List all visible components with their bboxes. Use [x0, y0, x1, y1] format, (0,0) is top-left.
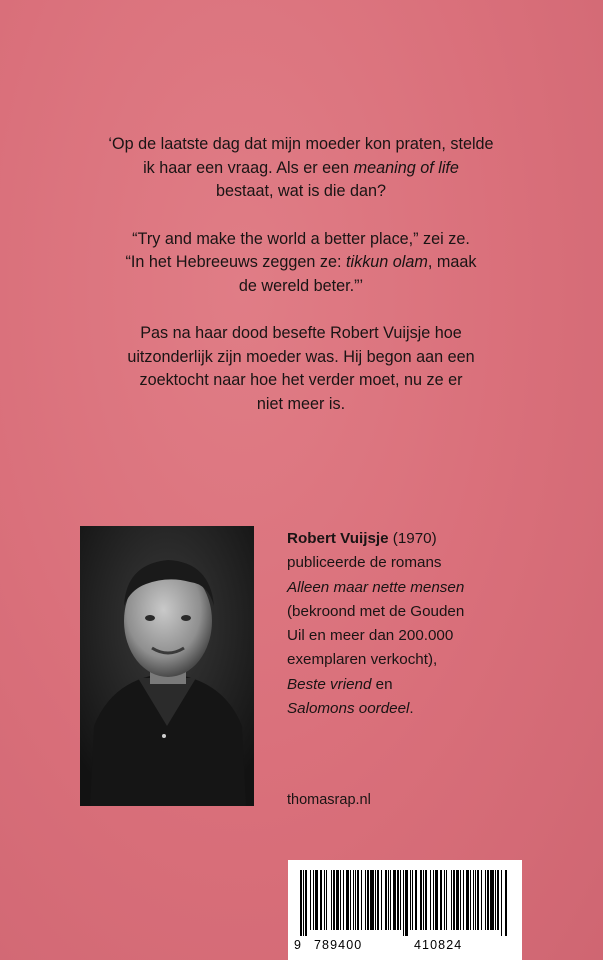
barcode-bar	[435, 870, 438, 930]
barcode-bar	[305, 870, 307, 936]
barcode-bar	[370, 870, 374, 930]
blurb-line: de wereld beter.”’	[238, 276, 364, 295]
author-photo	[80, 526, 254, 806]
barcode-bar	[490, 870, 494, 930]
barcode-bar	[350, 870, 351, 930]
barcode-bar	[300, 870, 302, 936]
blurb-line	[80, 251, 522, 275]
barcode-bar	[456, 870, 459, 930]
blurb-italic: meaning of life	[353, 158, 459, 177]
barcode-bar	[303, 870, 304, 936]
barcode-bar	[481, 870, 482, 930]
barcode-bar	[497, 870, 499, 930]
barcode-bar	[365, 870, 366, 930]
barcode-bar	[430, 870, 431, 930]
barcode-bar	[423, 870, 424, 930]
barcode-bar	[381, 870, 382, 930]
barcode-bar	[475, 870, 476, 930]
book-title: Beste vriend	[287, 675, 372, 693]
barcode-bar	[346, 870, 349, 930]
bio-text: .	[409, 700, 414, 718]
barcode-bar	[390, 870, 391, 930]
bio-line: (bekroond met de Gouden	[287, 602, 465, 620]
barcode-group-1: 789400	[314, 938, 363, 952]
barcode-bar	[336, 870, 339, 930]
blurb-line: Pas na haar dood besefte Robert Vuijsje hoe	[140, 324, 462, 342]
barcode-bar	[460, 870, 461, 930]
blurb-line: zoektocht naar hoe het verder moet, nu ze er	[139, 371, 463, 389]
barcode-bar	[353, 870, 354, 930]
barcode-bar	[412, 870, 413, 930]
barcode-bar	[320, 870, 322, 930]
bio-text: en	[371, 675, 393, 693]
blurb-text: , maak	[427, 253, 477, 271]
barcode-bar	[477, 870, 479, 930]
barcode-bar	[315, 870, 318, 930]
barcode-bar	[415, 870, 417, 930]
bio-line: publiceerde de romans	[287, 554, 442, 572]
barcode-bar	[453, 870, 455, 930]
blurb-text: “In het Hebreeuws zeggen ze:	[125, 253, 346, 271]
author-bio	[287, 527, 464, 721]
barcode-bar	[340, 870, 341, 930]
barcode-bar	[451, 870, 452, 930]
barcode-bar	[355, 870, 356, 930]
back-cover-blurb	[80, 133, 522, 440]
publisher-website: thomasrap.nl	[287, 792, 371, 808]
barcode-bar	[313, 870, 314, 930]
bio-line: exemplaren verkocht),	[287, 651, 438, 669]
isbn-barcode	[288, 860, 522, 960]
barcode-bar	[403, 870, 404, 936]
barcode-bar	[446, 870, 447, 930]
barcode-bar	[357, 870, 359, 930]
barcode-bar	[501, 870, 502, 936]
blurb-line: bestaat, wat is die dan?	[215, 182, 387, 200]
barcode-bar	[405, 870, 408, 936]
barcode-bar	[388, 870, 389, 930]
author-year: (1970)	[388, 530, 437, 547]
barcode-bar	[361, 870, 362, 930]
blurb-italic: tikkun olam	[346, 253, 428, 271]
barcode-bar	[444, 870, 445, 930]
barcode-bar	[397, 870, 399, 930]
barcode-bar	[425, 870, 427, 930]
barcode-bar	[485, 870, 486, 930]
barcode-group-2: 410824	[414, 938, 463, 952]
barcode-bar	[440, 870, 442, 930]
barcode-bar	[324, 870, 325, 930]
blurb-line: ‘Op de laatste dag dat mijn moeder kon praten, stelde	[108, 135, 494, 153]
barcode-bar	[463, 870, 464, 930]
blurb-line: uitzonderlijk zijn moeder was. Hij begon aan een	[127, 347, 475, 366]
barcode-bar	[326, 870, 327, 930]
quote-paragraph-2	[80, 228, 522, 299]
barcode-bar	[420, 870, 422, 930]
barcode-bars	[300, 870, 510, 936]
blurb-line: niet meer is.	[256, 394, 346, 413]
author-name: Robert Vuijsje	[287, 530, 389, 547]
barcode-bar	[367, 870, 369, 930]
barcode-bar	[473, 870, 474, 930]
barcode-bar	[393, 870, 396, 930]
blurb-line: “Try and make the world a better place,” zei ze.	[132, 229, 470, 248]
barcode-bar	[466, 870, 469, 930]
barcode-bar	[470, 870, 471, 930]
barcode-bar	[433, 870, 434, 930]
barcode-lead-digit: 9	[294, 938, 303, 952]
bio-line	[287, 576, 464, 600]
barcode-bar	[377, 870, 379, 930]
blurb-text: ik haar een vraag. Als er een	[143, 158, 354, 177]
barcode-bar	[410, 870, 411, 930]
barcode-bar	[495, 870, 496, 930]
quote-paragraph-1	[80, 133, 522, 204]
barcode-bar	[505, 870, 507, 936]
barcode-bar	[331, 870, 332, 930]
barcode-bar	[310, 870, 311, 930]
blurb-line	[80, 157, 522, 181]
author-portrait-illustration	[80, 526, 254, 806]
book-title: Salomons oordeel	[287, 700, 410, 718]
book-title: Alleen maar nette mensen	[287, 578, 465, 596]
bio-line	[287, 527, 464, 551]
barcode-bar	[487, 870, 489, 930]
barcode-bar	[385, 870, 387, 930]
barcode-bar	[343, 870, 344, 930]
bio-line	[287, 697, 464, 721]
barcode-bar	[375, 870, 376, 930]
bio-line	[287, 673, 464, 697]
summary-paragraph	[80, 322, 522, 416]
bio-line: Uil en meer dan 200.000	[287, 627, 454, 645]
barcode-bar	[400, 870, 401, 930]
barcode-bar	[333, 870, 335, 930]
